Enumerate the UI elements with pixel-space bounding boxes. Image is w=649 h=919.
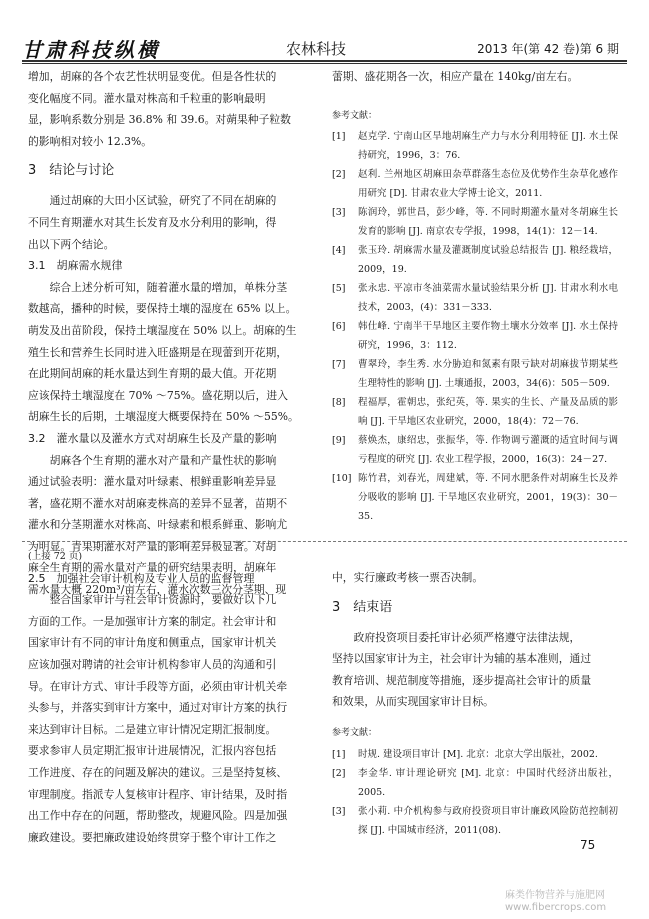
issue-info: 2013 年(第 42 卷)第 6 期 bbox=[477, 42, 619, 56]
reference-text: 李金华. 审计理论研究 [M]. 北京：中国时代经济出版社，2005. bbox=[358, 767, 618, 798]
text-line: 国家审计有不同的审计角度和侧重点，国家审计机关 bbox=[28, 636, 277, 650]
text-line: 蕾期、盛花期各一次，相应产量在 140kg/亩左右。 bbox=[332, 70, 579, 83]
reference-item bbox=[332, 393, 618, 431]
text-line: 变化幅度不同。灌水量对株高和千粒重的影响最明 bbox=[28, 91, 266, 105]
text-line: 出工作中存在的问题，帮助整改，规避风险。四是加强 bbox=[28, 809, 288, 823]
reference-text: 赵利. 兰州地区胡麻田杂草群落生态位及优势作生杂草化感作用研究 [D]. 甘肃农业大学博士论文，2011. bbox=[358, 169, 618, 200]
reference-item bbox=[332, 317, 618, 355]
reference-item bbox=[332, 431, 618, 469]
reference-number: [9] bbox=[332, 435, 346, 447]
header-rule-thin bbox=[22, 63, 627, 64]
reference-item bbox=[332, 469, 618, 526]
reference-item bbox=[332, 127, 618, 165]
watermark-title: 麻类作物营养与施肥网 bbox=[505, 890, 605, 901]
reference-number: [8] bbox=[332, 397, 346, 409]
page-number: 75 bbox=[580, 838, 596, 852]
reference-item bbox=[332, 745, 618, 764]
reference-number: [2] bbox=[332, 169, 346, 181]
text-line: 萌发及出苗阶段，保持土壤湿度在 50% 以上。胡麻的生 bbox=[28, 323, 297, 337]
reference-item bbox=[332, 203, 618, 241]
reference-number: [10] bbox=[332, 473, 352, 485]
intro-paragraph bbox=[28, 66, 312, 152]
text-line: 廉政建设。要把廉政建设始终贯穿于整个审计工作之 bbox=[28, 830, 277, 844]
text-line: 通过试验表明：灌水量对叶绿素、根鲜重影响差异显 bbox=[28, 475, 277, 489]
text-line: 来达到审计目标。二是建立审计情况定期汇报制度。 bbox=[28, 722, 277, 736]
reference-item bbox=[332, 764, 618, 802]
text-line: 和效果，从而实现国家审计目标。 bbox=[332, 695, 494, 709]
reference-item bbox=[332, 165, 618, 203]
text-line: 应该保持土壤湿度在 70% ～75%。盛花期以后，进入 bbox=[28, 388, 288, 402]
text-line: 胡麻生长的后期，土壤湿度大概要保持在 50% ～55%。 bbox=[28, 410, 299, 424]
text-line: 出以下两个结论。 bbox=[28, 237, 115, 251]
reference-number: [3] bbox=[332, 805, 346, 817]
text-line: 综合上述分析可知，随着灌水量的增加，单株分茎 bbox=[49, 280, 288, 294]
reference-text: 张小莉. 中介机构参与政府投资项目审计廉政风险防范控制初探 [J]. 中国城市经济，2011(08). bbox=[358, 805, 618, 836]
reference-item bbox=[332, 355, 618, 393]
reference-number: [6] bbox=[332, 321, 346, 333]
text-line: 显，影响系数分别是 36.8% 和 39.6。对蒴果种子粒数 bbox=[28, 113, 291, 127]
reference-text: 张永忠. 平凉市冬油菜需水量试验结果分析 [J]. 甘肃水利水电技术，2003，(4)：331－333. bbox=[358, 283, 618, 314]
text-line: 方面的工作。一是加强审计方案的制定。社会审计和 bbox=[28, 614, 277, 628]
top-left-column bbox=[28, 66, 312, 601]
section-heading: 3 结论与讨论 bbox=[28, 163, 115, 179]
reference-number: [7] bbox=[332, 359, 346, 371]
bottom-right-column bbox=[332, 546, 618, 840]
reference-number: [1] bbox=[332, 131, 346, 143]
text-line: 麻全生育期的需水量对产量的研究结果表明，胡麻年 bbox=[28, 561, 277, 575]
text-line: 中，实行廉政考核一票否决制。 bbox=[332, 571, 484, 584]
reference-list bbox=[332, 127, 618, 526]
text-line: 在此期间胡麻的耗水量达到生育期的最大值。开花期 bbox=[28, 367, 277, 381]
reference-number: [3] bbox=[332, 207, 346, 219]
text-line: 著，盛花期不灌水对胡麻麦株高的差异不显著，苗期不 bbox=[28, 496, 288, 510]
text-line: 工作进度、存在的问题及解决的建议。三是坚持复核、 bbox=[28, 765, 288, 779]
text-line: 应该加强对聘请的社会审计机构参审人员的沟通和引 bbox=[28, 657, 277, 671]
text-line: 要求参审人员定期汇报审计进展情况，汇报内容包括 bbox=[28, 744, 277, 758]
watermark bbox=[505, 890, 606, 914]
text-line: 整合国家审计与社会审计资源时，要做好以下几 bbox=[49, 593, 277, 607]
reference-number: [2] bbox=[332, 767, 346, 779]
header-rule bbox=[22, 60, 627, 62]
reference-item bbox=[332, 279, 618, 317]
reference-text: 赵克学. 宁南山区旱地胡麻生产力与水分利用特征 [J]. 水土保持研究，1996，3：76. bbox=[358, 131, 618, 162]
reference-text: 陈润玲，郭世昌，彭少峰，等. 不同时期灌水量对冬胡麻生长发育的影响 [J]. 南京农专学报，1998，14(1)：12－14. bbox=[358, 207, 618, 238]
reference-number: [4] bbox=[332, 245, 346, 257]
text-line: 政府投资项目委托审计必须严格遵守法律法规， bbox=[353, 630, 581, 644]
reference-text: 韩仕峰. 宁南半干旱地区主要作物土壤水分效率 [J]. 水土保持研究，1996，3：112. bbox=[358, 321, 618, 352]
reference-number: [5] bbox=[332, 283, 346, 295]
reference-text: 张玉玲. 胡麻需水量及灌溉制度试验总结报告 [J]. 粮经栽培，2009，19. bbox=[358, 245, 618, 276]
text-line: 增加，胡麻的各个农艺性状明显变优。但是各性状的 bbox=[28, 70, 277, 83]
text-line: 的影响相对较小 12.3%。 bbox=[28, 134, 153, 148]
reference-text: 曹翠玲，李生秀. 水分胁迫和氮素有限亏缺对胡麻拔节期某些生理特性的影响 [J]. 土壤通报，2003，34(6)：505－509. bbox=[358, 359, 618, 390]
section-heading: 3 结束语 bbox=[332, 599, 393, 615]
bottom-left-column bbox=[28, 546, 312, 848]
text-line: 教育培训、规范制度等措施，逐步提高社会审计的质量 bbox=[332, 673, 592, 687]
text-line: 头参与，并落实到审计方案中，通过对审计方案的执行 bbox=[28, 701, 288, 715]
reference-text: 时规. 建设项目审计 [M]. 北京：北京大学出版社，2002. bbox=[358, 748, 598, 760]
top-right-column bbox=[332, 66, 618, 526]
references-heading: 参考文献： bbox=[332, 110, 378, 121]
text-line: 灌水和分茎期灌水对株高、叶绿素和根系鲜重、影响尤 bbox=[28, 518, 288, 532]
text-line: 需水量大概 220m³/亩左右，灌水次数三次分茎期、现 bbox=[28, 583, 287, 597]
text-line: 通过胡麻的大田小区试验，研究了不同在胡麻的 bbox=[49, 194, 277, 208]
watermark-url: www.fibercrops.com bbox=[505, 902, 607, 913]
text-line: 审理制度。指派专人复核审计程序、审计结果，及时指 bbox=[28, 787, 288, 801]
reference-text: 蔡焕杰，康绍忠，张振华，等. 作物调亏灌溉的适宜时间与调亏程度的研究 [J]. 农业工程学报，2000，16(3)：24－27. bbox=[358, 435, 618, 466]
reference-item bbox=[332, 802, 618, 840]
text-line: 殖生长和营养生长同时进入旺盛期是在现蕾到开花期， bbox=[28, 345, 288, 359]
section-name: 农林科技 bbox=[286, 40, 347, 58]
subsection-heading: 2.5 加强社会审计机构及专业人员的监督管理 bbox=[28, 571, 255, 585]
reference-text: 陈竹君，刘春光，周建斌，等. 不同水肥条件对胡麻生长及养分吸收的影响 [J]. 干旱地区农业研究，2001，19(3)：30－35. bbox=[358, 473, 618, 523]
text-line: 为明显。青果期灌水对产量的影响差异极显著。对胡 bbox=[28, 539, 277, 553]
text-line: 数越高，播种的时候，要保持土壤的湿度在 65% 以上。 bbox=[28, 302, 297, 316]
journal-logo: 甘肃科技纵横 bbox=[22, 38, 160, 62]
continued-note: (上接 72 页) bbox=[28, 551, 83, 562]
subsection-heading: 3.1 胡麻需水规律 bbox=[28, 259, 123, 273]
text-line: 导。在审计方式、审计手段等方面，必须由审计机关牵 bbox=[28, 679, 288, 693]
text-line: 坚持以国家审计为主，社会审计为辅的基本准则，通过 bbox=[332, 652, 592, 666]
reference-item bbox=[332, 241, 618, 279]
references-heading: 参考文献： bbox=[332, 727, 378, 738]
text-line: 胡麻各个生育期的灌水对产量和产量性状的影响 bbox=[49, 453, 277, 467]
text-line: 不同生育期灌水对其生长发育及水分利用的影响，得 bbox=[28, 215, 277, 229]
reference-text: 程福厚，霍朝忠，张纪英，等. 果实的生长、产量及品质的影响 [J]. 干旱地区农业研究，2000，18(4)：72－76. bbox=[358, 397, 618, 428]
subsection-heading: 3.2 灌水量以及灌水方式对胡麻生长及产量的影响 bbox=[28, 431, 277, 445]
article-separator bbox=[22, 541, 627, 542]
reference-number: [1] bbox=[332, 748, 346, 760]
